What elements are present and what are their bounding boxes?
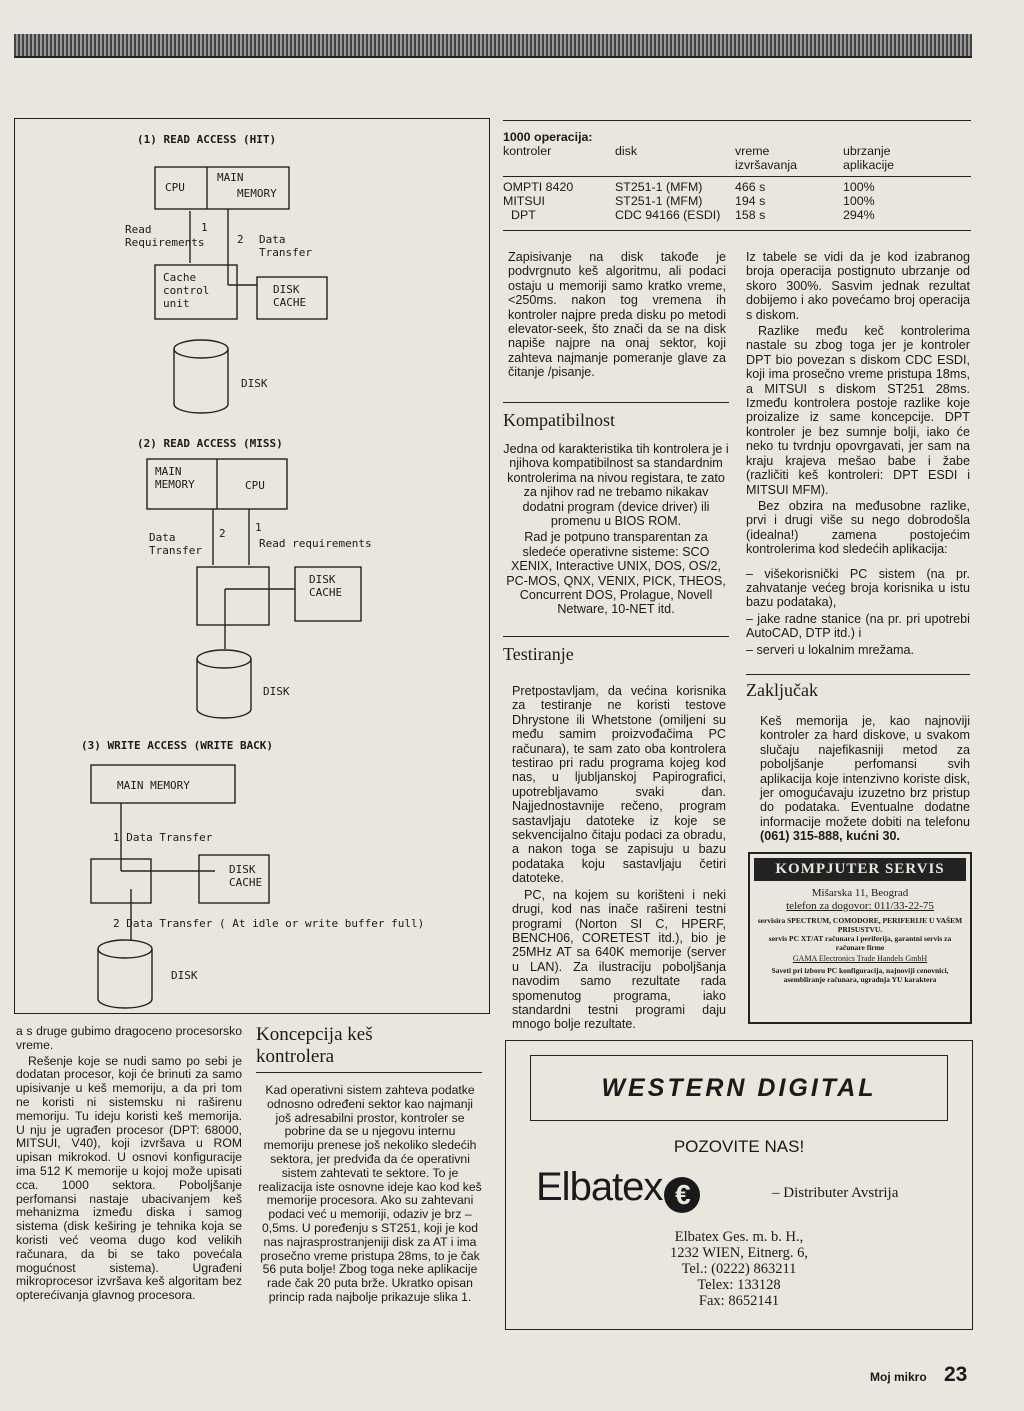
right-col-zak (760, 714, 970, 846)
western-digital-logo: WESTERN DIGITAL (601, 1074, 877, 1102)
table-header-disk: disk (615, 144, 638, 158)
mid-p2: Jedna od karakteristika tih kontrolera je i njihova kompatibilnost sa standardnim kontrolerima na nivou registara, te zato za njihov rad ne trebamo nikakav dodatni program (device driver) ili promenu u BIOS ROM. (503, 442, 729, 529)
zakljucak-heading: Zaključak (746, 680, 818, 700)
mid-low-column (258, 1084, 482, 1307)
d1-num2: 2 (237, 233, 244, 246)
d3-disk-cache-label: DISK CACHE (229, 863, 263, 889)
cache-diagram (14, 118, 490, 1014)
mid-p4: Pretpostavljam, da većina korisnika za testiranje ne koristi testove Dhrystone ili Whetstone (omiljeni su među samim proizvođačima PC računara), te sam zato oba kontrolera testirao pri radu programa kojeg kod nas, u ljubljanskoj Papirografici, upotrebljavamo svaki dan. Najjednostavnije rečeno, program sastavljaju datoteke iz koje se sekvencijalno čitaju podaci za obradu, a nakon toga se zapisuju u bazu podataka koju sastavljaju četiri datoteke. (512, 684, 726, 886)
magazine-name: Moj mikro (870, 1370, 927, 1384)
d1-cache-control-label: Cache control unit (163, 271, 210, 310)
d2-main-memory-label: MAIN MEMORY (155, 465, 195, 491)
table-header-vreme: vreme izvršavanja (735, 144, 797, 172)
table-header-ubrzanje: ubrzanje aplikacije (843, 144, 894, 172)
testiranje-section (503, 644, 729, 664)
mid-column (508, 250, 726, 382)
left-p1: a s druge gubimo dragoceno procesorsko vreme. (16, 1024, 242, 1052)
d2-cpu-label: CPU (245, 479, 265, 492)
kompatibilnost-heading: Kompatibilnost (503, 410, 615, 430)
d1-num1: 1 (201, 221, 208, 234)
mid-col-komp (503, 442, 729, 619)
left-column (16, 1025, 242, 1305)
testiranje-heading: Testiranje (503, 644, 574, 664)
koncepcija-section (256, 1024, 482, 1068)
right-li2: – jake radne stanice (na pr. pri upotrebi AutoCAD, DTP itd.) i (746, 611, 970, 641)
d3-data-transfer-1: 1 Data Transfer (113, 831, 213, 844)
western-digital-logo-box (530, 1055, 948, 1121)
d1-main-label: MAIN (217, 171, 244, 184)
d1-cpu-label: CPU (165, 181, 185, 194)
right-p3: Bez obzira na međusobne razlike, prvi i drugi više su nego dobrodošla (idealna!) zamena postojećim kontrolerima kod sledećih aplikacija: (746, 498, 970, 557)
d2-disk-label: DISK (263, 685, 290, 698)
mid-low-p1: Kad operativni sistem zahteva podatke odnosno određeni sektor kao najmanji još adresabilni prostor, kontroler se pobrine da se u njegovu internu memoriju prenese još nekoliko sledećih sektora, jer predviđa da će operativni sistem zahtevati te sektore. To je realizacija iste osnovne ideje kao kod keš memorije procesora. Ako su zahtevani podaci već u memoriji, odaziv je brz – 0,5ms. U poređenju s ST251, koji je kod nas najrasprostranjeniji disk za AT i ima prosečno vreme pristupa 28ms, to je čak 56 puta bolje! Zbog toga neke aplikacije rade čak 20 puta brže. Ukratko opisan princip rada najbolje prikazuje slika 1. (258, 1083, 482, 1304)
koncepcija-heading: Koncepcija keš kontrolera (256, 1024, 373, 1067)
page-number: 23 (944, 1363, 968, 1386)
top-decorative-bar (14, 34, 972, 58)
d1-title: (1) READ ACCESS (HIT) (137, 133, 277, 146)
mid-p3: Rad je potpuno transparentan za sledeće operativne sisteme: SCO XENIX, Interactive UNIX, DOS, OS/2, PC-MOS, QNX, VENIX, PICK, THEOS, Concurrent DOS, Prolague, Novell Netware, 10-NET itd. (506, 530, 726, 617)
call-us-text: POZOVITE NAS! (673, 1137, 805, 1156)
d2-title: (2) READ ACCESS (MISS) (137, 437, 283, 450)
western-digital-ad (505, 1040, 973, 1330)
d3-disk-label: DISK (171, 969, 198, 982)
right-p4: Keš memorija je, kao najnoviji kontroler za hard diskove, u svakom slučaju najefikasniji metod za poboljšanje perfomansi svih aplikacija koje intenzivno koriste disk, jer omogućavaju izuzetno brz pristup do podataka. Eventualne dodatne informacije možete dobiti na telefonu (061) 315-888, kućni 30. (760, 714, 970, 844)
right-p2: Razlike među keč kontrolerima nastale su zbog toga jer je kontroler DPT bio povezan s diskom CDC ESDI, koji ima prosečno vreme pristupa 18ms, a MITSUI s diskom ST251 28ms. Između kontrolera postoje razlike koje proizalize iz same koncepcije. DPT kontroler je bez sumnje bolji, iako će neko tu tvrdnju opovrgavati, jer sam na kraju krajeva mešao babe i žabe (različiti keš kontroleri: DPT ESDI i MITSUI MFM). (746, 324, 970, 497)
kompjuter-title: KOMPJUTER SERVIS (754, 858, 966, 881)
kompjuter-body: Mišarska 11, Beograd telefon za dogovor: 011/33-22-75 servisira SPECTRUM, COMODORE, PERIFERIJE U VAŠEM PRISUSTVU. servis PC XT/AT računara i periferija, garantni servis za računare firme GAMA Electronics Trade Handels GmbH Saveti pri izboru PC konfiguracija, najnoviji cenovnici, asembliranje računara, ugradnja YU karaktera (757, 887, 963, 984)
right-li3: – serveri u lokalnim mrežama. (746, 642, 914, 657)
d1-read-req-label: Read Requirements (125, 223, 205, 249)
euro-icon: € (664, 1177, 700, 1213)
d1-disk-cache-label: DISK CACHE (273, 283, 307, 309)
d3-title: (3) WRITE ACCESS (WRITE BACK) (81, 739, 274, 752)
d1-data-transfer-label: Data Transfer (259, 233, 312, 259)
d2-data-transfer-label: Data Transfer (149, 531, 202, 557)
right-p1: Iz tabele se vidi da je kod izabranog broja operacija postignuto ubrzanje od skoro 300%. Sasvim jednak rezultat dobijemo i ako povećamo broj operacija s diskom. (746, 250, 970, 322)
kompjuter-servis-ad (748, 852, 972, 1024)
mid-p1: Zapisivanje na disk takođe je podvrgnuto keš algoritmu, ali podaci ostaju u memoriji samo kratko vreme, <250ms. nakon tog vremena ih kontroler najpre preda disku po metodi elevator-seek, što znači da se na disk napiše najpre na onaj sektor, koji zahteva najmanje pomeranje glave za čitanje /pisanje. (508, 250, 726, 380)
d1-disk-label: DISK (241, 377, 268, 390)
d3-main-memory-label: MAIN MEMORY (117, 779, 190, 792)
distributer-text: – Distributer Avstrija (772, 1185, 899, 1201)
left-p2: Rešenje koje se nudi samo po sebi je dodatan procesor, koji će brinuti za samo upisivanje u keš memoriju, a da pri tom ne koristi ni sistemsku ni raširenu memoriju. Tu ideju koristi keš memorija. U nju je ugrađen procesor (DPT: 68000, MITSUI, V40), koji izvršava u ROM upisan mikrokod. U osnovi konfiguracije ima 512 K memorije u kojoj može upisati cca. 1000 sektora. Poboljšanje perfomansi nastaje ubacivanjem keš mehanizma između diska i samog sistema (disk keširing je tehnika koja se koristi već veoma dugo kod velikih računara, da bi se tako povećala mogućnost sistema). Ugrađeni mikroprocesor izvršava keš algoritam bez opterećivanja glavnog procesora. (16, 1053, 242, 1303)
mid-col-test (512, 684, 726, 1034)
elbatex-logo: Elbatex € (536, 1165, 700, 1213)
right-li1: – višekorisnički PC sistem (na pr. zahvatanje većeg broja korisnika u istu bazu podataka), (746, 566, 970, 610)
elbatex-address: Elbatex Ges. m. b. H., 1232 WIEN, Eitnerg. 6, Tel.: (0222) 863211 Telex: 133128 Fax: 8652141 (670, 1229, 808, 1309)
right-column (746, 250, 970, 659)
table-header-kontroler: kontroler (503, 144, 552, 158)
mid-p5: PC, na kojem su korišteni i neki drugi, kod nas inače rašireni testni programi (Norton SI C, HPERF, BENCH06, CORETEST itd.), bio je 25MHz AT sa 640K memorije (server u LAN). Za ilustraciju poboljšanja navodim samo rezultate rada spomenutog programa, iako standardni testni programi daju mnogo bolje rezultate. (512, 887, 726, 1032)
d2-num2: 2 (219, 527, 226, 540)
d1-memory-label: MEMORY (237, 187, 277, 200)
phone-number: (061) 315-888, kućni 30. (760, 829, 901, 844)
table-title: 1000 operacija: (503, 130, 593, 144)
kompatibilnost-section (503, 410, 729, 430)
d3-data-transfer-2: 2 Data Transfer ( At idle or write buffer full) (113, 917, 425, 930)
d2-num1: 1 (255, 521, 262, 534)
d2-read-req-label: Read requirements (259, 537, 372, 550)
d2-disk-cache-label: DISK CACHE (309, 573, 343, 599)
d2-cache-box (197, 567, 269, 625)
zakljucak-section (746, 680, 970, 700)
